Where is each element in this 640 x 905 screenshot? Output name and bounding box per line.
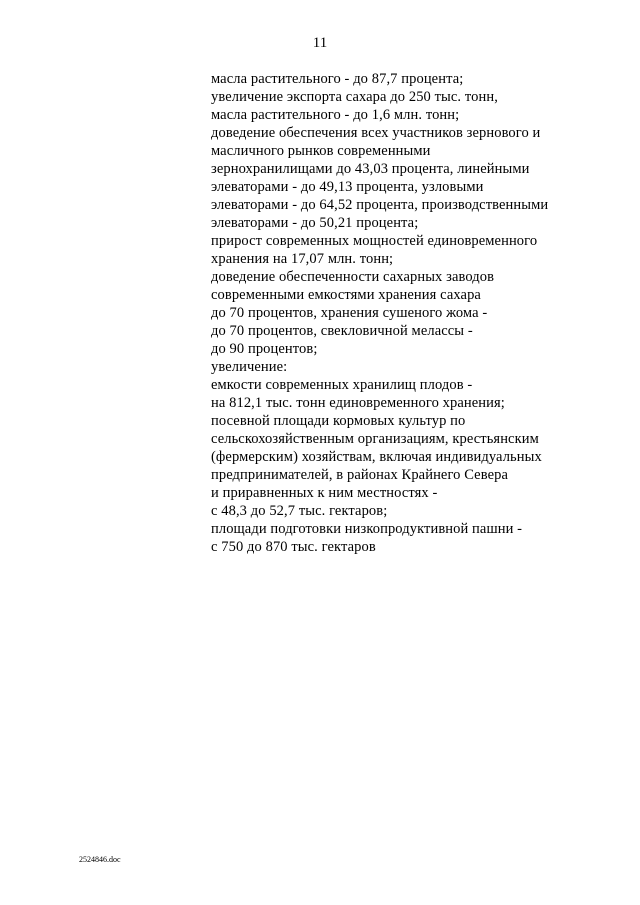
text-line: площади подготовки низкопродуктивной пашни -	[211, 521, 523, 537]
text-line: с 48,3 до 52,7 тыс. гектаров;	[211, 503, 388, 519]
text-line: масла растительного - до 87,7 процента;	[211, 71, 464, 87]
text-line: элеваторами - до 49,13 процента, узловыми	[211, 179, 484, 195]
text-line: доведение обеспеченности сахарных заводов	[211, 269, 495, 285]
text-line: предпринимателей, в районах Крайнего Севера	[211, 467, 508, 483]
text-line: на 812,1 тыс. тонн единовременного хранения;	[211, 395, 505, 411]
text-line: (фермерским) хозяйствам, включая индивидуальных	[211, 449, 542, 465]
text-line: посевной площади кормовых культур по	[211, 413, 466, 429]
text-line: масла растительного - до 1,6 млн. тонн;	[211, 107, 460, 123]
text-line: с 750 до 870 тыс. гектаров	[211, 539, 376, 555]
text-line: и приравненных к ним местностях -	[211, 485, 438, 501]
text-line: хранения на 17,07 млн. тонн;	[211, 251, 394, 267]
text-line: емкости современных хранилищ плодов -	[211, 377, 473, 393]
text-line: доведение обеспечения всех участников зернового и	[211, 125, 541, 141]
footer-filename: 2524846.doc	[79, 855, 121, 864]
text-line: прирост современных мощностей единовременного	[211, 233, 538, 249]
text-line: элеваторами - до 50,21 процента;	[211, 215, 419, 231]
page-number: 11	[312, 35, 328, 51]
text-line: до 70 процентов, хранения сушеного жома -	[211, 305, 488, 321]
text-line: зернохранилищами до 43,03 процента, линейными	[211, 161, 530, 177]
text-line: до 90 процентов;	[211, 341, 318, 357]
text-line: до 70 процентов, свекловичной мелассы -	[211, 323, 473, 339]
text-line: увеличение:	[211, 359, 288, 375]
text-line: элеваторами - до 64,52 процента, производственными	[211, 197, 549, 213]
document-body	[211, 70, 631, 556]
text-line: сельскохозяйственным организациям, крестьянским	[211, 431, 539, 447]
text-line: увеличение экспорта сахара до 250 тыс. тонн,	[211, 89, 498, 105]
text-line: масличного рынков современными	[211, 143, 431, 159]
text-line: современными емкостями хранения сахара	[211, 287, 481, 303]
